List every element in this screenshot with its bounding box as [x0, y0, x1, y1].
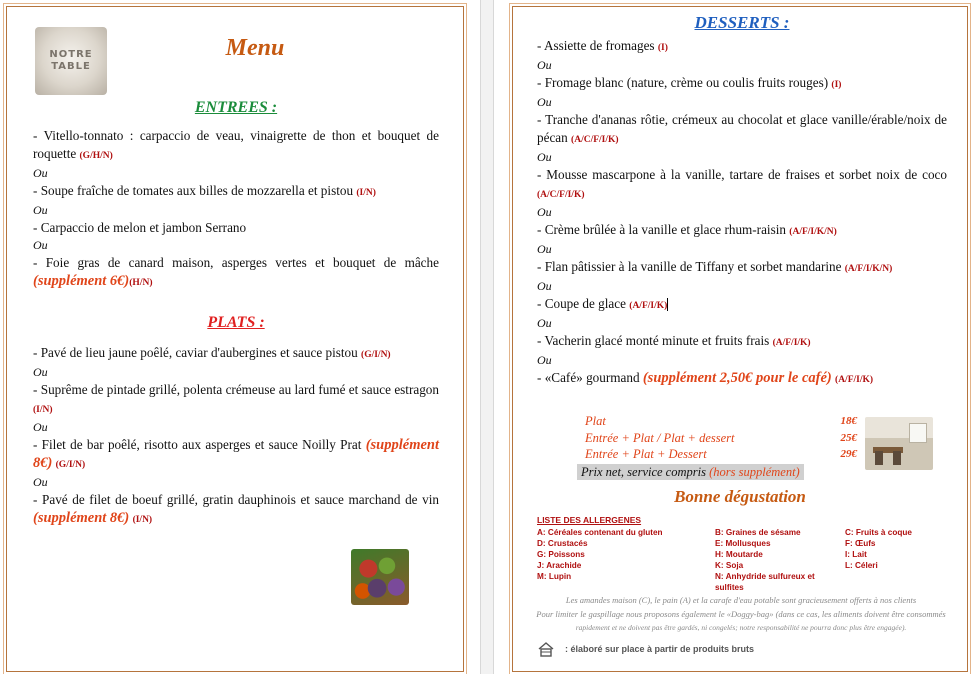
plat-allergens: (G/I/N)	[361, 350, 391, 360]
note-amandes: Les amandes maison (C), le pain (A) et la carafe d'eau potable sont gracieusement offerts à nos clients	[565, 595, 917, 605]
allergen-entry: J: Arachide	[537, 561, 582, 570]
price-row	[585, 413, 857, 430]
dessert-text: - Fromage blanc (nature, crème ou coulis fruits rouges)	[537, 75, 829, 90]
allergen-entry: B: Graines de sésame	[715, 528, 801, 537]
dessert-allergens: (A/F/I/K/N)	[844, 264, 893, 274]
allergen-entry: N: Anhydride sulfureux et sulfites	[715, 572, 815, 592]
allergen-entry: M: Lupin	[537, 572, 572, 581]
prix-net-extra: (hors supplément)	[709, 464, 800, 479]
dessert-item	[537, 332, 947, 352]
price-row	[585, 430, 857, 447]
dessert-text: - Assiette de fromages	[537, 38, 655, 53]
dessert-text: - Coupe de glace	[537, 296, 626, 311]
dessert-item	[537, 295, 947, 315]
dessert-item	[537, 111, 947, 149]
dining-room-photo	[865, 417, 933, 470]
or-separator: Ou	[537, 242, 552, 256]
dessert-text: - Flan pâtissier à la vanille de Tiffany et sorbet mandarine	[537, 259, 842, 274]
plat-item	[33, 491, 439, 529]
price-label: Entrée + Plat + Dessert	[585, 447, 707, 461]
menu-title: Menu	[225, 35, 285, 61]
or-separator: Ou	[537, 316, 552, 330]
allergen-entry: K: Soja	[715, 561, 744, 570]
entree-text: - Vitello-tonnato : carpaccio de veau, vinaigrette de thon et bouquet de roquette	[33, 128, 439, 161]
chair-shape	[893, 451, 901, 465]
prix-net-note	[577, 464, 804, 480]
price-value: 18€	[840, 415, 857, 427]
dessert-allergens: (I)	[657, 43, 668, 53]
or-separator: Ou	[33, 203, 48, 217]
entree-item	[33, 254, 439, 292]
or-separator: Ou	[33, 475, 48, 489]
entree-supplement: (supplément 6€)	[33, 273, 130, 289]
allergen-entry: H: Moutarde	[715, 550, 763, 559]
allergen-entry: D: Crustacés	[537, 539, 588, 548]
dessert-supplement: (supplément 2,50€ pour le café)	[642, 370, 832, 386]
allergen-list	[537, 527, 947, 593]
price-label: Entrée + Plat / Plat + dessert	[585, 430, 735, 445]
plat-allergens: (G/I/N)	[55, 460, 86, 470]
entree-allergens: (H/N)	[129, 278, 153, 288]
or-separator: Ou	[33, 238, 48, 252]
price-value: 29€	[840, 448, 857, 460]
note-responsabilite: rapidement et ne doivent pas être gardés, ni congelés; notre responsabilité ne pourra donc plus être engagée).	[575, 623, 907, 632]
or-separator: Ou	[537, 279, 552, 293]
plat-text: - Pavé de filet de boeuf grillé, gratin dauphinois et sauce marchand de vin	[33, 492, 439, 507]
plat-item	[33, 381, 439, 419]
entree-item	[33, 219, 439, 237]
right-column	[537, 13, 947, 389]
allergen-entry: L: Céleri	[845, 561, 878, 570]
or-separator: Ou	[537, 58, 552, 72]
dessert-allergens: (A/F/I/K/N)	[789, 227, 837, 237]
or-separator: Ou	[537, 353, 552, 367]
allergen-entry: G: Poissons	[537, 550, 585, 559]
dessert-allergens: (A/F/I/K)	[835, 375, 874, 385]
menu-page-right	[512, 6, 968, 672]
price-label: Plat	[585, 414, 606, 428]
dessert-item	[537, 221, 947, 241]
dessert-text: - Vacherin glacé monté minute et fruits frais	[537, 333, 770, 348]
or-separator: Ou	[33, 166, 48, 180]
dessert-allergens: (A/F/I/K)	[772, 338, 811, 348]
entrees-title: ENTREES :	[194, 99, 278, 116]
dessert-allergens: (I)	[831, 80, 842, 90]
dessert-allergens: (A/C/F/I/K)	[537, 190, 585, 200]
logo-text: NOTRE TABLE	[49, 49, 93, 72]
or-separator: Ou	[537, 205, 552, 219]
price-row	[585, 446, 857, 463]
or-separator: Ou	[537, 150, 552, 164]
entree-item	[33, 127, 439, 165]
page-gutter	[480, 0, 494, 674]
entree-text: - Carpaccio de melon et jambon Serrano	[33, 220, 247, 235]
plat-allergens: (I/N)	[33, 405, 53, 415]
allergen-list-title: LISTE DES ALLERGENES	[537, 515, 642, 525]
plat-supplement: (supplément 8€)	[33, 437, 439, 471]
left-column	[33, 99, 439, 529]
bonne-degustation: Bonne dégustation	[674, 487, 806, 506]
dessert-allergens: (A/F/I/K)	[629, 301, 668, 311]
dessert-text: - Tranche d'ananas rôtie, crémeux au chocolat et glace vanille/érable/noix de pécan	[537, 112, 947, 145]
plat-text: - Filet de bar poêlé, risotto aux asperges et sauce Noilly Prat	[33, 437, 362, 452]
vegetables-photo	[351, 549, 409, 605]
dessert-item	[537, 74, 947, 94]
or-separator: Ou	[33, 365, 48, 379]
plat-item	[33, 436, 439, 474]
price-value: 25€	[840, 431, 857, 444]
or-separator: Ou	[537, 95, 552, 109]
menu-page-left	[6, 6, 464, 672]
dessert-allergens: (A/C/F/I/K)	[571, 135, 619, 145]
house-icon	[537, 641, 555, 657]
dessert-item	[537, 369, 947, 389]
allergen-entry	[845, 571, 947, 593]
plat-text: - Pavé de lieu jaune poêlé, caviar d'aubergines et sauce pistou	[33, 345, 358, 360]
dessert-text: - Crème brûlée à la vanille et glace rhum-raisin	[537, 222, 786, 237]
homemade-legend-text: : élaboré sur place à partir de produits bruts	[565, 644, 755, 654]
allergen-entry: I: Lait	[845, 550, 867, 559]
text-cursor	[667, 298, 668, 311]
plat-text: - Suprême de pintade grillé, polenta crémeuse au lard fumé et sauce estragon	[33, 382, 439, 397]
allergen-entry: E: Mollusques	[715, 539, 771, 548]
dessert-item	[537, 37, 947, 57]
allergen-entry: A: Céréales contenant du gluten	[537, 528, 663, 537]
dessert-item	[537, 258, 947, 278]
dessert-text: - Mousse mascarpone à la vanille, tartare de fraises et sorbet noix de coco	[537, 167, 947, 182]
price-table	[581, 413, 857, 481]
or-separator: Ou	[33, 420, 48, 434]
desserts-title: DESSERTS :	[694, 13, 790, 32]
entree-item	[33, 182, 439, 202]
chair-shape	[875, 451, 883, 465]
plat-allergens: (I/N)	[132, 515, 153, 525]
plat-item	[33, 344, 439, 364]
window-shape	[909, 423, 927, 443]
entree-text: - Soupe fraîche de tomates aux billes de mozzarella et pistou	[33, 183, 354, 198]
note-doggy-bag: Pour limiter le gaspillage nous proposons également le «Doggy-bag» (dans ce cas, les aliments doivent être consommés	[536, 609, 946, 619]
plat-supplement: (supplément 8€)	[33, 510, 130, 526]
plats-title: PLATS :	[207, 314, 265, 331]
allergen-entry: C: Fruits à coque	[845, 528, 912, 537]
dessert-text: - «Café» gourmand	[537, 370, 640, 385]
entree-allergens: (I/N)	[356, 188, 376, 198]
entree-allergens: (G/H/N)	[79, 151, 113, 161]
dessert-item	[537, 166, 947, 204]
prix-net-text: Prix net, service compris	[581, 464, 706, 479]
entree-text: - Foie gras de canard maison, asperges vertes et bouquet de mâche	[33, 255, 439, 270]
homemade-legend	[537, 641, 754, 657]
allergen-entry: F: Œufs	[845, 539, 876, 548]
